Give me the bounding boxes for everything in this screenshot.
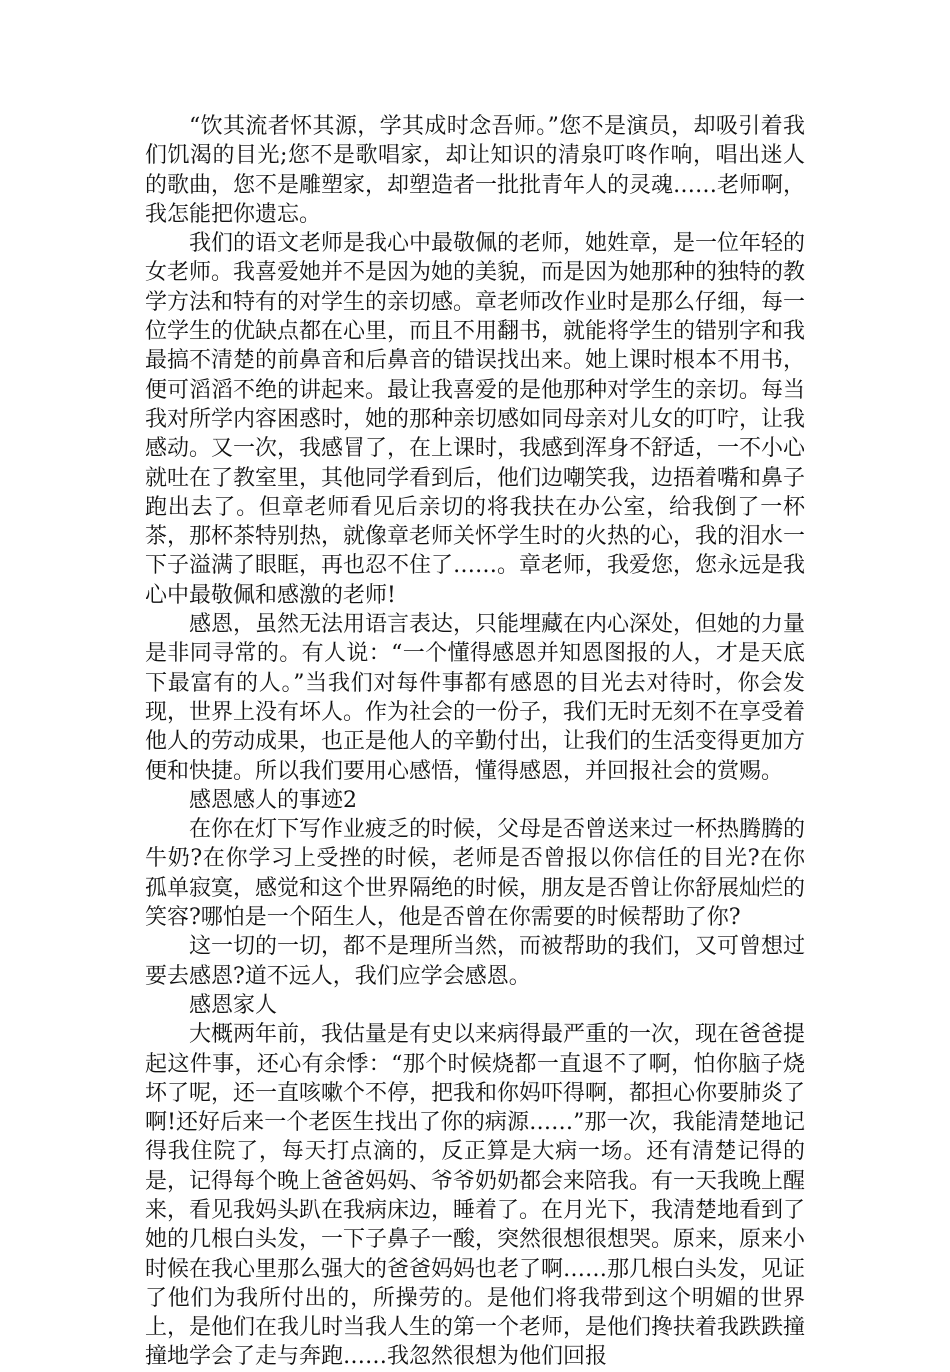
paragraph: 大概两年前，我估量是有史以来病得最严重的一次，现在爸爸提起这件事，还心有余悸：“那个时候烧都一直退不了啊，怕你脑子烧坏了呢，还一直咳嗽个不停，把我和你妈吓得啊，都担心你要肺炎了啊!还好后来一个老医生找出了你的病源……”那一次，我能清楚地记得我住院了，每天打点滴的，反正算是大病一场。还有清楚记得的是，记得每个晚上爸爸妈妈、爷爷奶奶都会来陪我。有一天我晚上醒来，看见我妈头趴在我病床边，睡着了。在月光下，我清楚地看到了她的几根白头发，一下子鼻子一酸，突然很想很想哭。原来，原来小时候在我心里那么强大的爸爸妈妈也老了啊……那几根白头发，见证了他们为我所付出的，所操劳的。是他们将我带到这个明媚的世界上，是他们在我儿时当我人生的第一个老师，是他们搀扶着我跌跌撞撞地学会了走与奔跑……我忽然很想为他们回报 xyxy=(145,1022,806,1370)
paragraph: 我们的语文老师是我心中最敬佩的老师，她姓章，是一位年轻的女老师。我喜爱她并不是因为她的美貌，而是因为她那种的独特的教学方法和特有的对学生的亲切感。章老师改作业时是那么仔细，每一位学生的优缺点都在心里，而且不用翻书，就能将学生的错别字和我最搞不清楚的前鼻音和后鼻音的错误找出来。她上课时根本不用书，便可滔滔不绝的讲起来。最让我喜爱的是他那种对学生的亲切。每当我对所学内容困惑时，她的那种亲切感如同母亲对儿女的叮咛，让我感动。又一次，我感冒了，在上课时，我感到浑身不舒适，一不小心就吐在了教室里，其他同学看到后，他们边嘲笑我，边捂着嘴和鼻子跑出去了。但章老师看见后亲切的将我扶在办公室，给我倒了一杯茶，那杯茶特别热，就像章老师关怀学生时的火热的心，我的泪水一下子溢满了眼眶，再也忍不住了……。章老师，我爱您，您永远是我心中最敬佩和感激的老师! xyxy=(145,231,806,608)
section-heading: 感恩感人的事迹2 xyxy=(189,787,357,813)
paragraph: “饮其流者怀其源，学其成时念吾师。”您不是演员，却吸引着我们饥渴的目光;您不是歌唱家，却让知识的清泉叮咚作响，唱出迷人的歌曲，您不是雕塑家，却塑造者一批批青年人的灵魂……老师啊，我怎能把你遗忘。 xyxy=(145,114,806,227)
paragraph: 这一切的一切，都不是理所当然，而被帮助的我们，又可曾想过要去感恩?道不远人，我们应学会感恩。 xyxy=(145,934,806,989)
paragraph: 在你在灯下写作业疲乏的时候，父母是否曾送来过一杯热腾腾的牛奶?在你学习上受挫的时候，老师是否曾报以你信任的目光?在你孤单寂寞，感觉和这个世界隔绝的时候，朋友是否曾让你舒展灿烂的笑容?哪怕是一个陌生人，他是否曾在你需要的时候帮助了你? xyxy=(145,817,806,931)
section-heading: 感恩家人 xyxy=(189,992,278,1018)
document-body xyxy=(145,112,805,1372)
paragraph: 感恩，虽然无法用语言表达，只能埋藏在内心深处，但她的力量是非同寻常的。有人说：“一个懂得感恩并知恩图报的人，才是天底下最富有的人。”当我们对每件事都有感恩的目光去对待时，你会发现，世界上没有坏人。作为社会的一份子，我们无时无刻不在享受着他人的劳动成果，也正是他人的辛勤付出，让我们的生活变得更加方便和快捷。所以我们要用心感悟，懂得感恩，并回报社会的赏赐。 xyxy=(145,612,806,784)
